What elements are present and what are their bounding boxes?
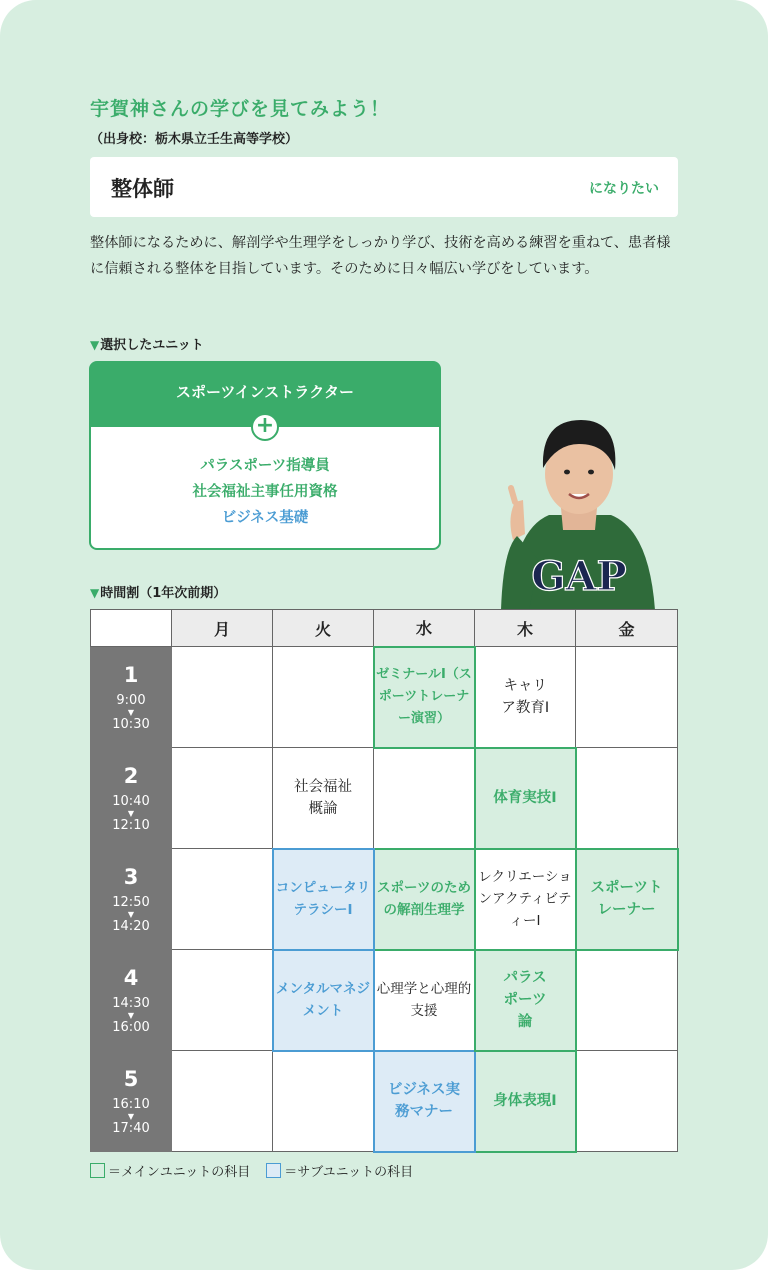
period-cell	[91, 1051, 172, 1152]
triangle-icon: ▼	[90, 338, 100, 352]
class-cell: レクリエーションアクティビティーⅠ	[475, 849, 576, 950]
timetable-header-row	[91, 610, 678, 647]
sub-units-box	[89, 427, 441, 550]
empty-cell	[576, 950, 678, 1051]
sub-unit-item: パラスポーツ指導員	[200, 458, 330, 474]
day-header: 木	[475, 610, 576, 647]
empty-cell	[273, 647, 374, 748]
goal-suffix: になりたい	[589, 181, 659, 197]
class-cell: 心理学と心理的支援	[374, 950, 475, 1051]
class-cell-main: ゼミナールⅠ（スポーツトレーナー演習）	[374, 647, 475, 748]
day-header: 水	[374, 610, 475, 647]
period-number: 5	[123, 1067, 139, 1091]
empty-cell	[576, 748, 678, 849]
table-row	[91, 849, 678, 950]
goal-title: 整体師	[111, 177, 174, 201]
day-header: 月	[172, 610, 273, 647]
school-label: （出身校：栃木県立壬生高等学校）	[90, 132, 299, 147]
timetable-section-label	[90, 582, 226, 601]
plus-icon: +	[251, 413, 279, 441]
legend-sub-swatch	[266, 1163, 281, 1178]
units-label-text: 選択したユニット	[100, 338, 204, 353]
class-cell-main: スポーツトレーナー	[576, 849, 678, 950]
arrow-down-icon: ▼	[127, 1011, 135, 1020]
legend-sub-label: ＝サブユニットの科目	[284, 1165, 414, 1180]
svg-text:GAP: GAP	[531, 553, 627, 600]
period-number: 4	[123, 966, 139, 990]
period-start: 14:30	[112, 996, 150, 1011]
period-start: 16:10	[112, 1097, 150, 1112]
period-number: 2	[123, 764, 139, 788]
period-start: 9:00	[116, 693, 146, 708]
empty-cell	[273, 1051, 374, 1152]
main-unit: スポーツインストラクター	[89, 361, 441, 427]
empty-cell	[576, 1051, 678, 1152]
empty-cell	[172, 748, 273, 849]
page-heading: 宇賀神さんの学びを見てみよう！	[90, 98, 391, 120]
goal-box	[90, 157, 678, 217]
corner-cell	[91, 610, 172, 647]
class-cell: 社会福祉概論	[273, 748, 374, 849]
class-cell-main: 体育実技Ⅰ	[475, 748, 576, 849]
period-end: 14:20	[112, 919, 150, 934]
empty-cell	[374, 748, 475, 849]
arrow-down-icon: ▼	[127, 910, 135, 919]
arrow-down-icon: ▼	[127, 1112, 135, 1121]
class-cell-main: 身体表現Ⅰ	[475, 1051, 576, 1152]
empty-cell	[576, 647, 678, 748]
period-end: 16:00	[112, 1020, 150, 1035]
legend-main-label: ＝メインユニットの科目	[108, 1165, 251, 1180]
sub-unit-list	[91, 453, 439, 531]
table-row	[91, 748, 678, 849]
units-section-label	[90, 334, 204, 353]
period-end: 17:40	[112, 1121, 150, 1136]
class-cell: キャリア教育Ⅰ	[475, 647, 576, 748]
period-start: 12:50	[112, 895, 150, 910]
period-cell	[91, 950, 172, 1051]
empty-cell	[172, 950, 273, 1051]
period-cell	[91, 849, 172, 950]
period-end: 10:30	[112, 717, 150, 732]
class-cell-sub: メンタルマネジメント	[273, 950, 374, 1051]
table-row	[91, 950, 678, 1051]
class-cell-sub: コンピュータリテラシーⅠ	[273, 849, 374, 950]
unit-panel	[89, 361, 441, 550]
period-start: 10:40	[112, 794, 150, 809]
period-number: 3	[123, 865, 139, 889]
timetable-label-text: 時間割（1年次前期）	[100, 586, 227, 601]
empty-cell	[172, 849, 273, 950]
period-cell	[91, 748, 172, 849]
period-end: 12:10	[112, 818, 150, 833]
timetable	[90, 609, 679, 1153]
class-cell-main: スポーツのための解剖生理学	[374, 849, 475, 950]
period-cell	[91, 647, 172, 748]
student-photo	[499, 410, 659, 610]
sub-unit-item: ビジネス基礎	[221, 510, 309, 526]
day-header: 金	[576, 610, 678, 647]
day-header: 火	[273, 610, 374, 647]
triangle-icon: ▼	[90, 586, 100, 600]
arrow-down-icon: ▼	[127, 708, 135, 717]
description: 整体師になるために、解剖学や生理学をしっかり学び、技術を高める練習を重ねて、患者様に信頼される整体を目指しています。そのために日々幅広い学びをしています。	[90, 235, 671, 277]
arrow-down-icon: ▼	[127, 809, 135, 818]
table-row	[91, 647, 678, 748]
empty-cell	[172, 647, 273, 748]
period-number: 1	[123, 663, 139, 687]
empty-cell	[172, 1051, 273, 1152]
legend-main-swatch	[90, 1163, 105, 1178]
sub-unit-item: 社会福祉主事任用資格	[192, 484, 338, 500]
table-row	[91, 1051, 678, 1152]
class-cell-main: パラスポーツ論	[475, 950, 576, 1051]
class-cell-sub: ビジネス実務マナー	[374, 1051, 475, 1152]
legend	[90, 1161, 413, 1180]
